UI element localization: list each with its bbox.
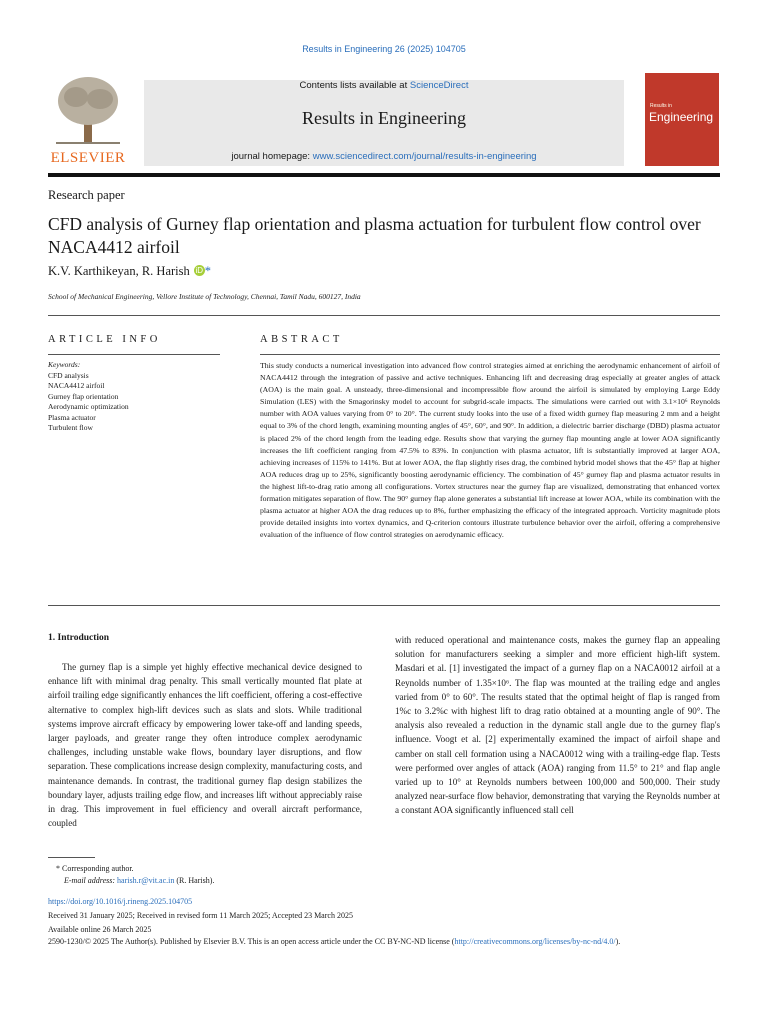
doi-link[interactable]: https://doi.org/10.1016/j.rineng.2025.104705 (48, 897, 193, 906)
license-prefix: 2590-1230/© 2025 The Author(s). Published by Elsevier B.V. This is an open access article under the CC BY-NC-ND license ( (48, 937, 455, 946)
email-link[interactable]: harish.r@vit.ac.in (117, 876, 175, 885)
body-column-right (395, 633, 720, 818)
introduction-heading: 1. Introduction (48, 633, 110, 643)
masthead-divider (48, 173, 720, 177)
corresponding-author-mark[interactable]: * (204, 264, 212, 278)
orcid-icon[interactable]: iD (195, 266, 204, 275)
abstract-text: This study conducts a numerical investigation into advanced flow control strategies aimed at enriching the aerodynamic enhancement of airfoil of NACA4412 through the integration of passive and active techniques. Enhancing lift and decreasing drag especially at greater angles of attack (AOA) is the main goal. A unsteady, three-dimensional and incompressible flow around the airfoil is simulated by employing Large Eddy Simulation (LES) with the Smagorinsky model to account for subgrid-scale impacts. The simulations were carried out with 3.1×10⁶ Reynolds number with AOA values varying from 0° to 20°. The current study looks into the use of a fixed width gurney flap measuring 2 mm and a height equal to 3% of the chord length, examining mounting angles of 45°, 60°, and 90°. In addition, a dielectric barrier discharge (DBD) plasma actuator is placed 2% of the chord length from the leading edge. Results show that varying the gurney flap mounting angle at lower AOA significantly increases the lift coefficient ranging from 47.5% to 83%. In conjunction with plasma actuator, lift is substantially improved at larger AOA, achieving increases of 115% to 141%. But at lower AOA, the flap slightly rises drag, the combined hybrid model shows that the 45° flap at higher AOA reduces drag up to 25%, significantly boosting aerodynamic efficiency. The combination of 45° gurney flap and plasma actuator results in the highest lift-to-drag ratio among all configurations. Vortex structures near the gurney flap are visualized, demonstrating that enhanced vortex formation mitigates separation of flow. The 90° gurney flap alone generates a substantial lift increase at lower AOA, while its combination with the plasma actuator at higher AOA the drag reduces up to 8%, further emphasizing the efficacy of the integrated approach. Vorticity magnitude plots provide detailed insights into vortex dynamics, and Q-criterion contours illustrate turbulence behavior over the airfoil, offering a comprehensive evaluation of the influence of flow control strategies on aerodynamic efficacy. (260, 361, 720, 540)
cover-small-text: Results in (650, 103, 672, 109)
article-title: CFD analysis of Gurney flap orientation and plasma actuation for turbulent flow control over NACA4412 airfoil (48, 214, 701, 257)
journal-title: Results in Engineering (302, 108, 466, 128)
license-statement (48, 936, 720, 947)
affiliation: School of Mechanical Engineering, Vellore Institute of Technology, Chennai, Tamil Nadu, 600127, India (48, 292, 361, 301)
introduction-paragraph-2: with reduced operational and maintenance costs, makes the gurney flap an appealing solution for manufacturers seeking a simpler and more efficient high-lift system. Masdari et al. [1] investigated the impact of a gurney flap on a NACA0012 airfoil at a Reynolds number of 1.35×10⁶. The flap was mounted at the trailing edge and angles varied from 0° to 60°. The results stated that the optimal height of flap is ranged from 1%c to 3.2%c with highest lift to drag ratio obtained at a mounting angle of 90°. The analysis also revealed a reduction in the dynamic stall angle due to the gurney flap's influence. Voogt et al. [2] experimentally examined the impact of airfoil shape and camber on stall cell formation using a NACA0012 wing with a trailing-edge flap. Tests were performed over angles of attack (AOA) ranging from 11.5° to 21° and flap angle varied up to 10° at Reynolds numbers between 100,000 and 500,000. Their study analyzed near-surface flow behavior, demonstrating that varying the Reynolds number at a constant AOA significantly influenced stall cell (395, 635, 720, 816)
keyword-item: Gurney flap orientation (48, 391, 119, 401)
header-divider (48, 315, 720, 316)
abstract-bottom-divider (48, 605, 720, 606)
body-column-left (48, 660, 362, 830)
sciencedirect-link[interactable]: ScienceDirect (409, 80, 469, 91)
keyword-item: Plasma actuator (48, 412, 96, 422)
email-note (64, 876, 214, 885)
footnote-divider (48, 857, 95, 858)
authors: K.V. Karthikeyan, R. Harish (48, 264, 190, 278)
journal-homepage-line (144, 151, 624, 162)
available-online-date: Available online 26 March 2025 (48, 925, 152, 934)
publisher-name: ELSEVIER (50, 150, 126, 166)
article-info-divider (48, 354, 220, 355)
email-label: E-mail address: (64, 876, 118, 885)
keywords-label: Keywords: (48, 360, 81, 369)
journal-cover-image (645, 73, 719, 166)
keywords-block (48, 360, 228, 434)
keyword-item: CFD analysis (48, 370, 89, 380)
journal-homepage-link[interactable]: www.sciencedirect.com/journal/results-in-engineering (312, 151, 537, 162)
contents-line (144, 80, 624, 91)
author-line (48, 264, 211, 279)
contents-prefix: Contents lists available at (299, 80, 410, 91)
journal-reference-link[interactable]: Results in Engineering 26 (2025) 104705 (302, 44, 466, 54)
abstract-divider (260, 354, 720, 355)
license-link[interactable]: http://creativecommons.org/licenses/by-nc-nd/4.0/ (454, 937, 616, 946)
cover-title-text: Engineering (649, 110, 714, 124)
article-info-heading: ARTICLE INFO (48, 334, 161, 345)
email-suffix: (R. Harish). (174, 876, 215, 885)
homepage-prefix: journal homepage: (231, 151, 313, 162)
introduction-paragraph-1: The gurney flap is a simple yet highly effective mechanical device designed to enhance lift with minimal drag penalty. This small vertically mounted flat plate at airfoil trailing edge significantly enhances the lift coefficient, offering a cost-effective alternative to complex high-lift devices such as slats and slots. While traditional systems improve aircraft efficacy by empowering lower take-off and landing speeds, larger payloads, and greater range they often introduce complex aerodynamic challenges, including unstable wake flows, boundary layer disruptions, and flow separation. These complications increase design complexity, manufacturing costs, and maintenance demands. In contrast, the traditional gurney flap design stabilizes the boundary layer, adjusts trailing edge flow, and increases lift without appreciably raise in drag. This improvement in fuel efficiency and overall aircraft performance, coupled (48, 662, 362, 829)
abstract-heading: ABSTRACT (260, 334, 343, 345)
license-suffix: ). (615, 937, 621, 946)
received-dates: Received 31 January 2025; Received in revised form 11 March 2025; Accepted 23 March 2025 (48, 911, 353, 920)
keyword-item: Aerodynamic optimization (48, 402, 129, 411)
corresponding-author-note: * Corresponding author. (56, 864, 134, 873)
keyword-item: NACA4412 airfoil (48, 381, 105, 390)
article-type: Research paper (48, 188, 125, 202)
keyword-item: Turbulent flow (48, 423, 93, 432)
